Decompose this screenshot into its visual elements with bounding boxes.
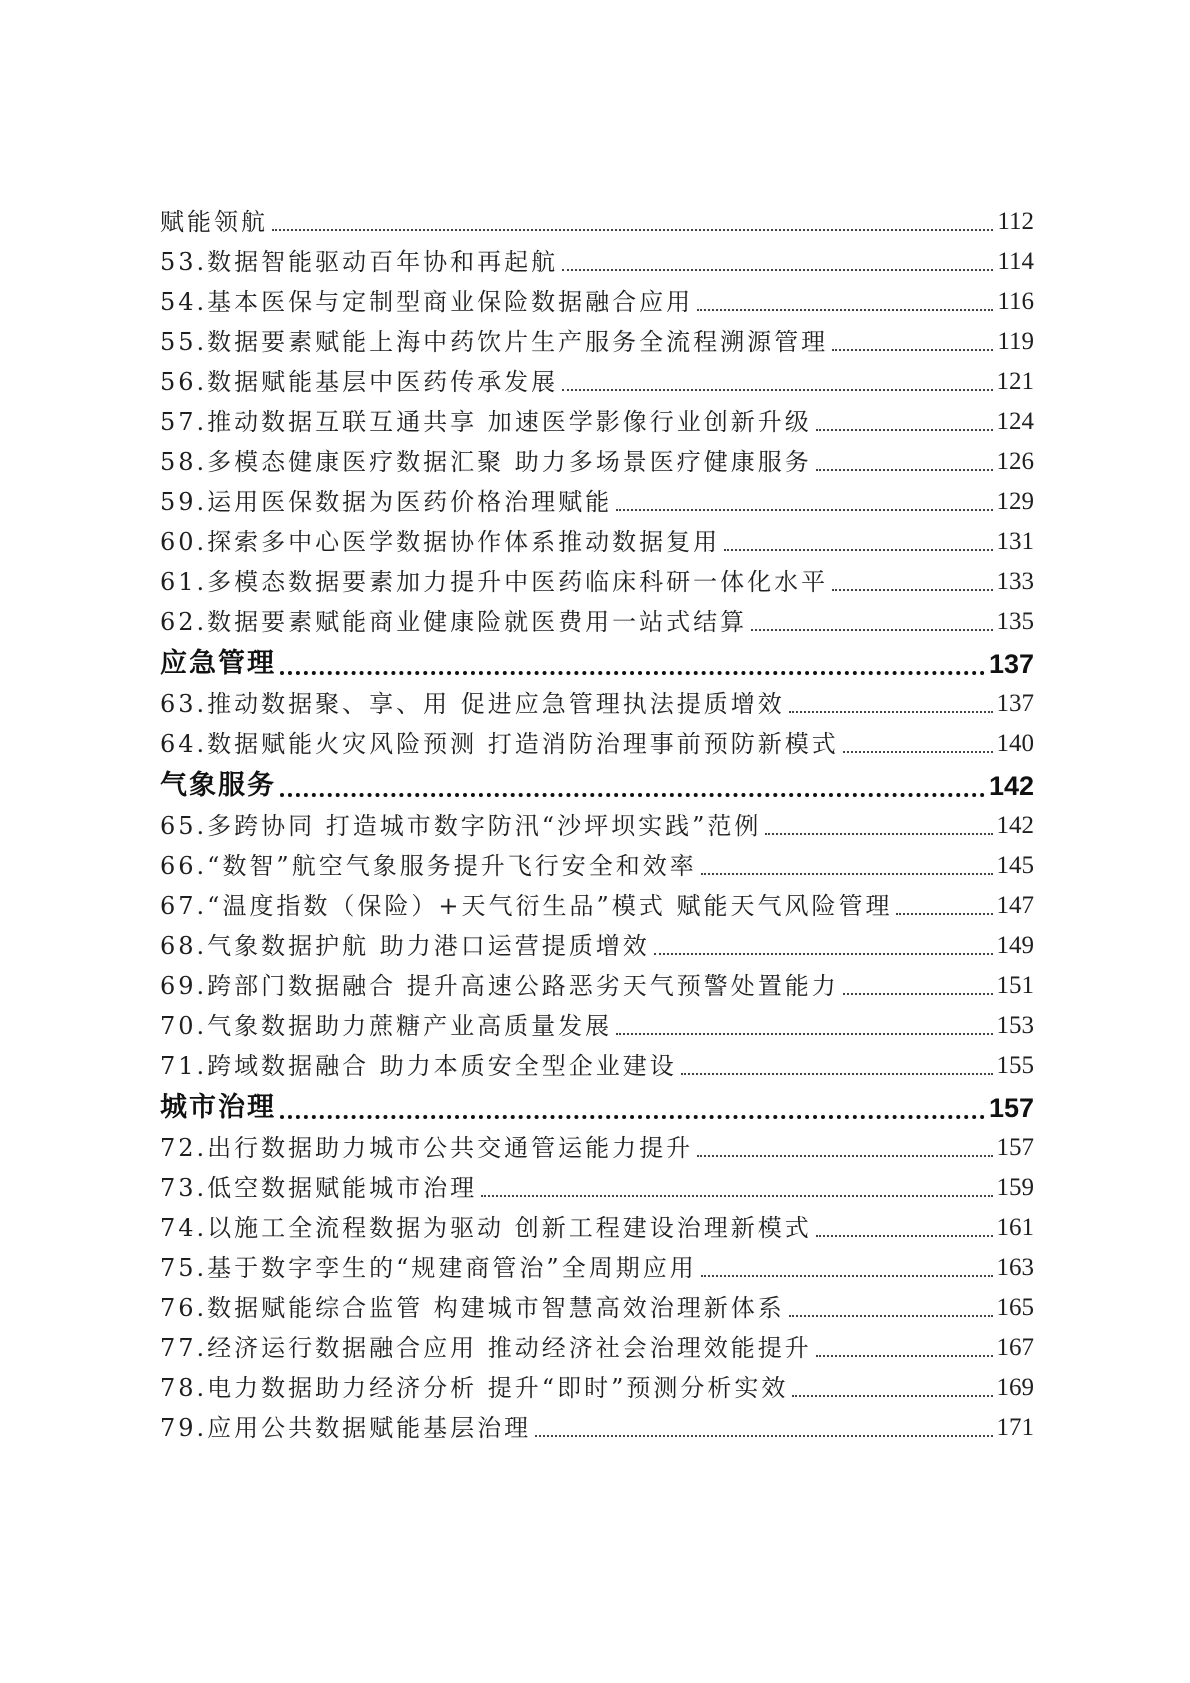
page-number: 121 [996,368,1034,395]
dot-leader [697,309,993,311]
dot-leader [816,469,993,471]
page-number: 169 [996,1374,1034,1401]
entry-title: 67.“温度指数（保险）+天气衍生品”模式 赋能天气风险管理 [160,892,893,920]
entry-title: 55.数据要素赋能上海中药饮片生产服务全流程溯源管理 [160,328,829,356]
toc-entry[interactable] [160,966,1034,1006]
page-number: 137 [988,649,1034,679]
toc-section-heading[interactable] [160,764,1034,806]
toc-entry[interactable] [160,846,1034,886]
dot-leader [654,953,993,955]
toc-entry[interactable] [160,1168,1034,1208]
toc-entry[interactable] [160,886,1034,926]
page-number: 161 [996,1214,1034,1241]
toc-entry[interactable] [160,1288,1034,1328]
dot-leader [816,429,993,431]
entry-title: 66.“数智”航空气象服务提升飞行安全和效率 [160,852,697,880]
page-number: 159 [996,1174,1034,1201]
page-number: 142 [996,812,1034,839]
page-number: 114 [997,248,1034,275]
entry-title: 73.低空数据赋能城市治理 [160,1174,478,1202]
dot-leader [843,993,993,995]
entry-title: 53.数据智能驱动百年协和再起航 [160,248,559,276]
toc-entry[interactable] [160,602,1034,642]
page-number: 151 [996,972,1034,999]
dot-leader [724,549,992,551]
toc-entry[interactable] [160,684,1034,724]
page-number: 131 [996,528,1034,555]
entry-title: 64.数据赋能火灾风险预测 打造消防治理事前预防新模式 [160,730,839,758]
dot-leader [832,589,992,591]
dot-leader [616,1033,992,1035]
dot-leader [616,509,992,511]
page-number: 167 [996,1334,1034,1361]
section-title: 城市治理 [160,1092,276,1123]
toc-entry[interactable] [160,1208,1034,1248]
section-title: 气象服务 [160,770,276,801]
toc-entry[interactable] [160,282,1034,322]
table-of-contents [160,202,1034,1448]
entry-title: 76.数据赋能综合监管 构建城市智慧高效治理新体系 [160,1294,785,1322]
page-number: 165 [996,1294,1034,1321]
entry-title: 77.经济运行数据融合应用 推动经济社会治理效能提升 [160,1334,812,1362]
page-number: 126 [996,448,1034,475]
entry-title: 57.推动数据互联互通共享 加速医学影像行业创新升级 [160,408,812,436]
entry-title: 72.出行数据助力城市公共交通管运能力提升 [160,1134,694,1162]
dot-leader [751,629,992,631]
entry-title: 61.多模态数据要素加力提升中医药临床科研一体化水平 [160,568,829,596]
toc-entry[interactable] [160,202,1034,242]
dot-leader [280,671,985,675]
entry-title: 54.基本医保与定制型商业保险数据融合应用 [160,288,694,316]
dot-leader [896,913,992,915]
entry-title: 78.电力数据助力经济分析 提升“即时”预测分析实效 [160,1374,789,1402]
dot-leader [535,1435,992,1437]
toc-entry[interactable] [160,1006,1034,1046]
entry-title: 68.气象数据护航 助力港口运营提质增效 [160,932,650,960]
page-number: 163 [996,1254,1034,1281]
page-number: 119 [997,328,1034,355]
toc-entry[interactable] [160,522,1034,562]
toc-entry[interactable] [160,806,1034,846]
page-number: 157 [996,1134,1034,1161]
dot-leader [280,1115,985,1119]
toc-entry[interactable] [160,1046,1034,1086]
entry-title: 69.跨部门数据融合 提升高速公路恶劣天气预警处置能力 [160,972,839,1000]
page-number: 142 [988,771,1034,801]
page-number: 140 [996,730,1034,757]
entry-title: 63.推动数据聚、享、用 促进应急管理执法提质增效 [160,690,785,718]
toc-entry[interactable] [160,322,1034,362]
toc-entry[interactable] [160,1368,1034,1408]
toc-entry[interactable] [160,402,1034,442]
page-number: 116 [997,288,1034,315]
toc-entry[interactable] [160,242,1034,282]
page-number: 124 [996,408,1034,435]
page-number: 149 [996,932,1034,959]
page-number: 145 [996,852,1034,879]
entry-title: 赋能领航 [160,208,268,236]
page-number: 135 [996,608,1034,635]
entry-title: 70.气象数据助力蔗糖产业高质量发展 [160,1012,613,1040]
toc-entry[interactable] [160,362,1034,402]
dot-leader [272,229,993,231]
dot-leader [832,349,993,351]
dot-leader [789,1315,993,1317]
dot-leader [843,751,993,753]
page-number: 137 [996,690,1034,717]
entry-title: 65.多跨协同 打造城市数字防汛“沙坪坝实践”范例 [160,812,762,840]
dot-leader [280,793,985,797]
dot-leader [816,1355,993,1357]
toc-section-heading[interactable] [160,1086,1034,1128]
toc-section-heading[interactable] [160,642,1034,684]
toc-entry[interactable] [160,1328,1034,1368]
toc-entry[interactable] [160,1248,1034,1288]
entry-title: 59.运用医保数据为医药价格治理赋能 [160,488,613,516]
dot-leader [481,1195,992,1197]
dot-leader [792,1395,992,1397]
entry-title: 56.数据赋能基层中医药传承发展 [160,368,559,396]
page-number: 157 [988,1093,1034,1123]
page-number: 171 [996,1414,1034,1441]
dot-leader [701,1275,993,1277]
toc-entry[interactable] [160,1408,1034,1448]
page-number: 147 [996,892,1034,919]
toc-entry[interactable] [160,442,1034,482]
page-number: 129 [996,488,1034,515]
entry-title: 60.探索多中心医学数据协作体系推动数据复用 [160,528,721,556]
page-number: 153 [996,1012,1034,1039]
toc-entry[interactable] [160,926,1034,966]
dot-leader [697,1155,992,1157]
page-number: 133 [996,568,1034,595]
entry-title: 58.多模态健康医疗数据汇聚 助力多场景医疗健康服务 [160,448,812,476]
dot-leader [789,711,993,713]
page-number: 112 [997,208,1034,235]
dot-leader [562,389,992,391]
entry-title: 62.数据要素赋能商业健康险就医费用一站式结算 [160,608,748,636]
dot-leader [681,1073,993,1075]
toc-entry[interactable] [160,562,1034,602]
toc-entry[interactable] [160,1128,1034,1168]
dot-leader [562,269,993,271]
dot-leader [816,1235,993,1237]
toc-entry[interactable] [160,482,1034,522]
entry-title: 79.应用公共数据赋能基层治理 [160,1414,532,1442]
page-number: 155 [996,1052,1034,1079]
dot-leader [701,873,993,875]
dot-leader [765,833,992,835]
entry-title: 74.以施工全流程数据为驱动 创新工程建设治理新模式 [160,1214,812,1242]
entry-title: 75.基于数字孪生的“规建商管治”全周期应用 [160,1254,697,1282]
section-title: 应急管理 [160,648,276,679]
toc-entry[interactable] [160,724,1034,764]
entry-title: 71.跨域数据融合 助力本质安全型企业建设 [160,1052,677,1080]
